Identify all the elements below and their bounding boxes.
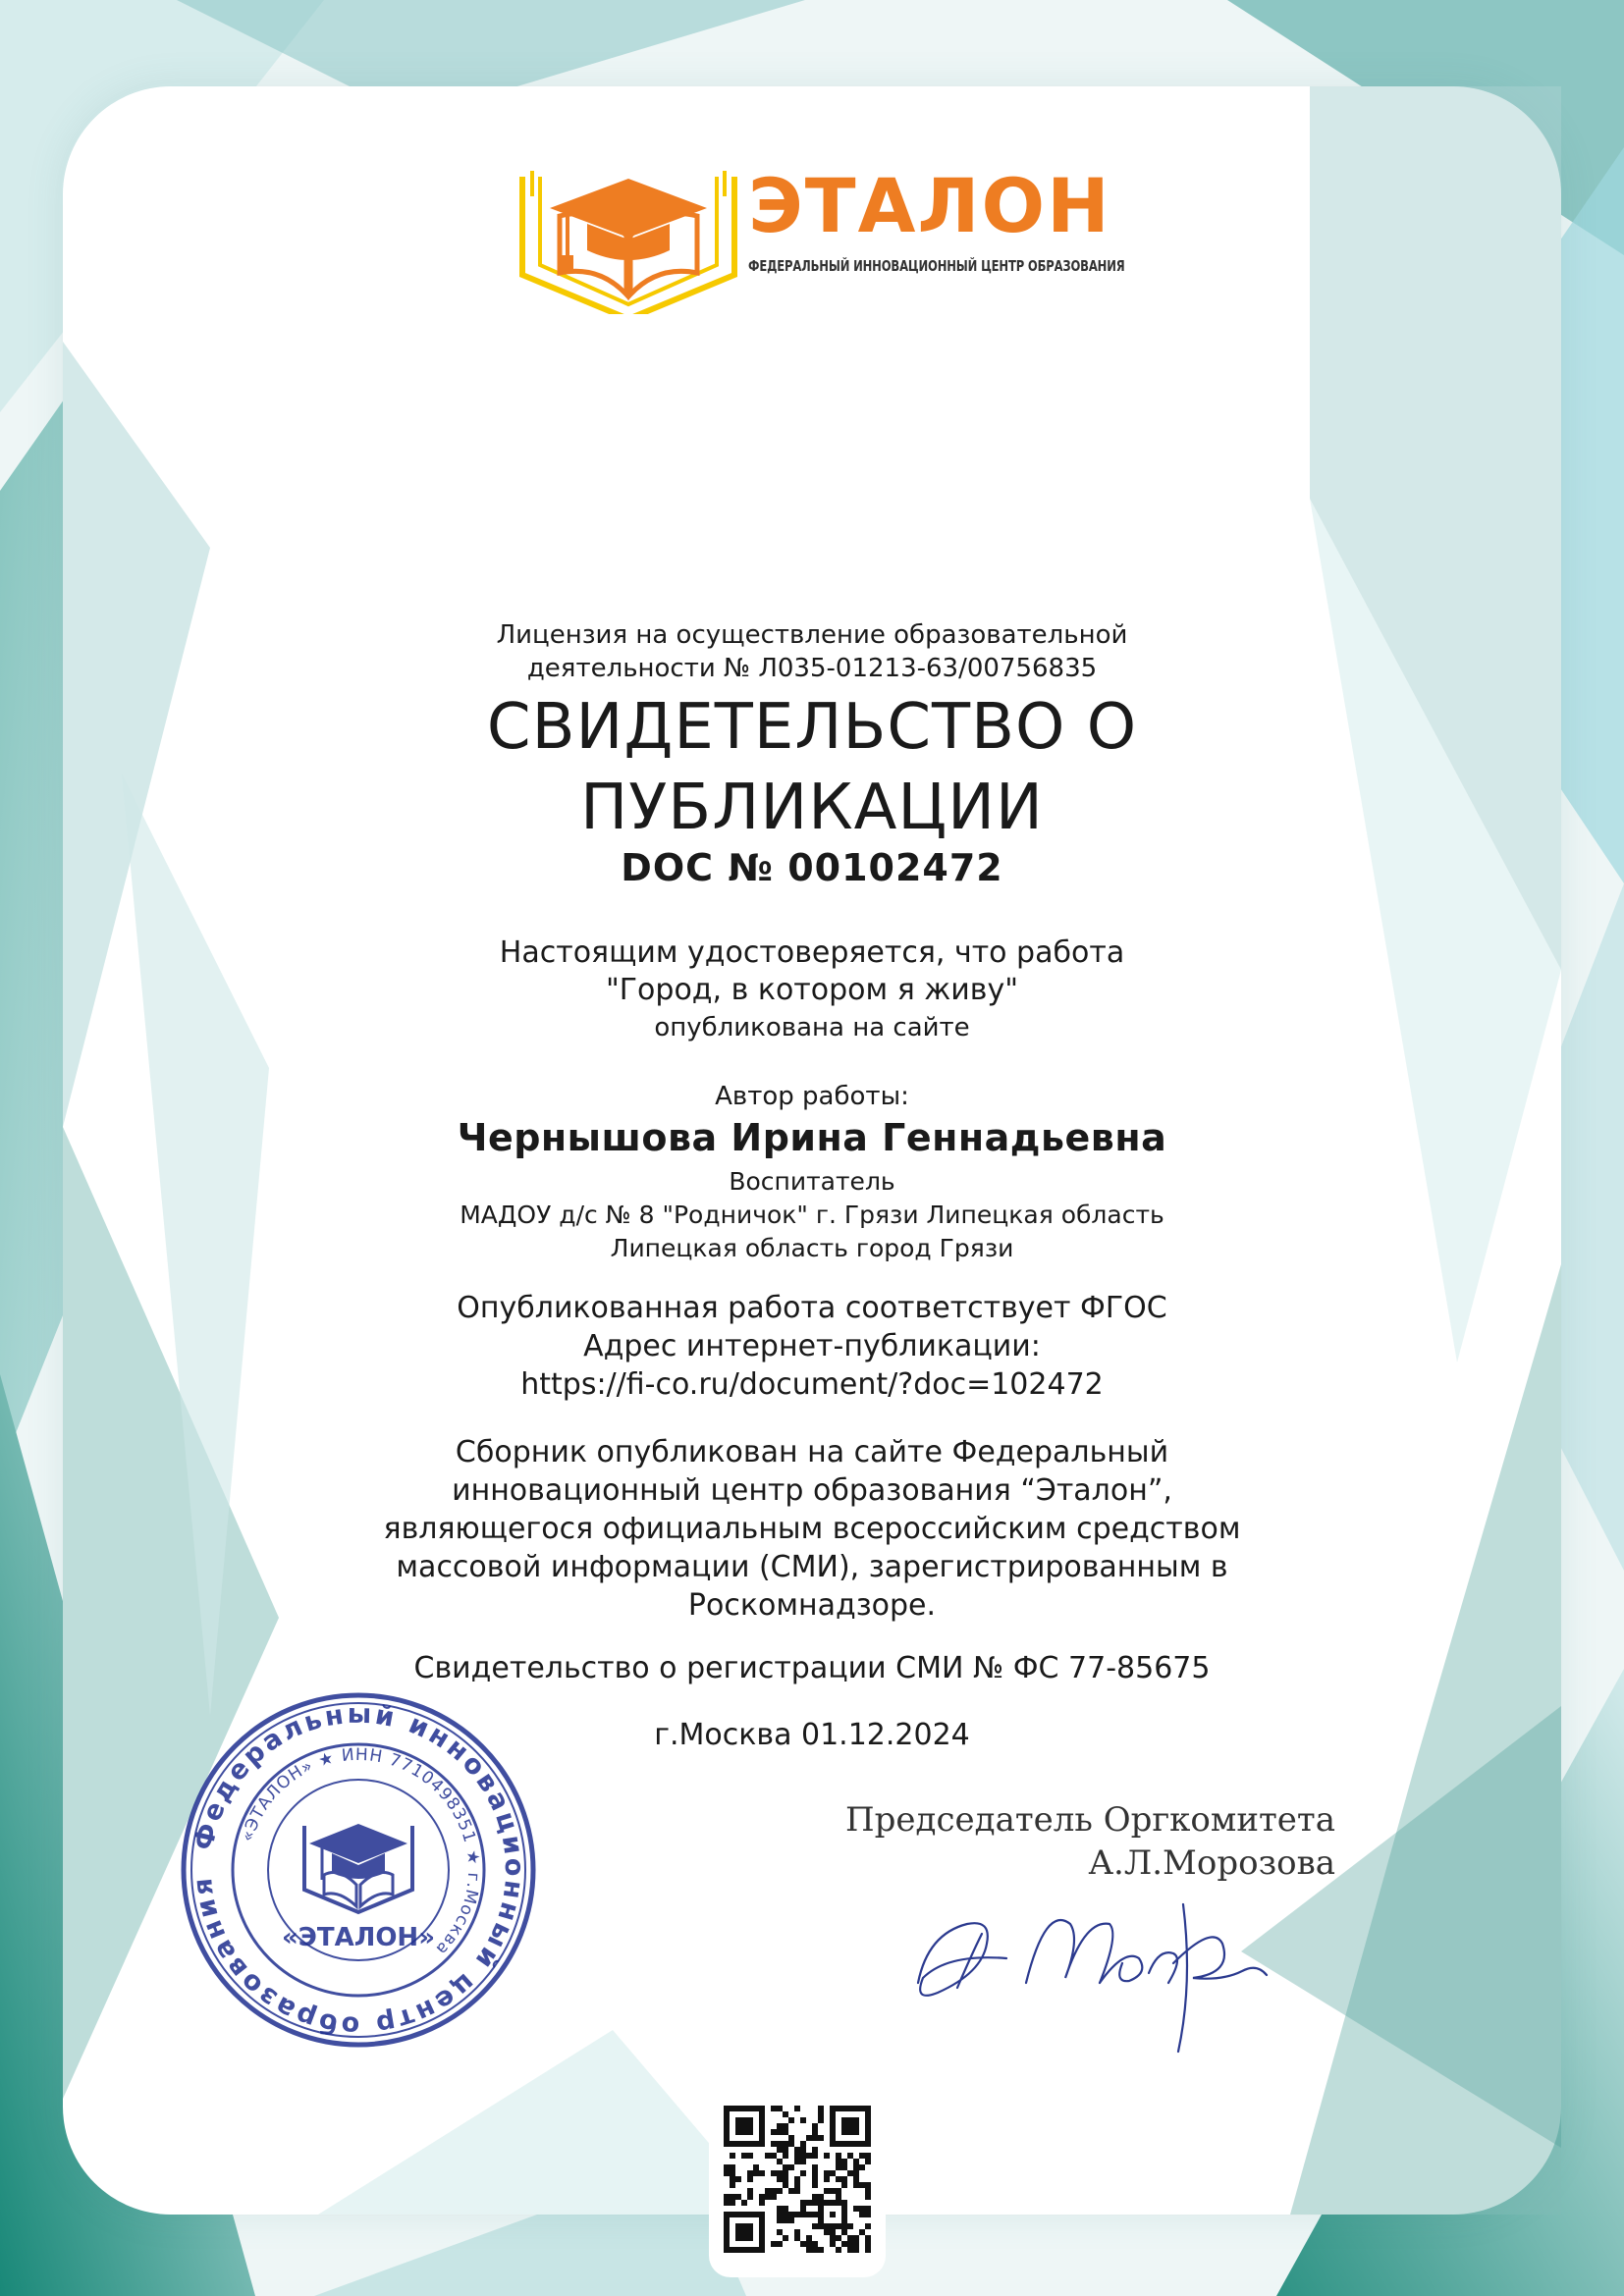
logo-subtitle: ФЕДЕРАЛЬНЫЙ ИННОВАЦИОННЫЙ ЦЕНТР ОБРАЗОВАНИЯ bbox=[748, 257, 1125, 275]
chairman-name: А.Л.Морозова bbox=[1088, 1843, 1335, 1883]
publication-url: https://fi-co.ru/document/?doc=102472 bbox=[520, 1367, 1104, 1402]
collection-block bbox=[295, 1433, 1329, 1625]
place-date: г.Москва 01.12.2024 bbox=[654, 1718, 970, 1752]
work-title: "Город, в котором я живу" bbox=[605, 973, 1019, 1007]
author-label: Автор работы: bbox=[715, 1082, 909, 1111]
stamp-center-text: «ЭТАЛОН» bbox=[282, 1923, 435, 1952]
stamp-outer-text: Федеральный инновационный центр образования bbox=[187, 1698, 530, 2042]
author-name: Чернышова Ирина Геннадьевна bbox=[457, 1116, 1167, 1159]
stamp-inner-text: «ЭТАЛОН» ★ ИНН 7710498351 ★ г.Москва bbox=[238, 1744, 484, 1959]
author-details bbox=[295, 1165, 1329, 1265]
collection-line: массовой информации (СМИ), зарегистрированным в bbox=[396, 1550, 1228, 1584]
certify-line: Настоящим удостоверяется, что работа bbox=[499, 935, 1125, 970]
chairman-title: Председатель Оргкомитета bbox=[845, 1800, 1335, 1840]
address-label: Адрес интернет-публикации: bbox=[583, 1329, 1041, 1363]
author-position: Воспитатель bbox=[729, 1167, 895, 1196]
collection-line: инновационный центр образования “Эталон”, bbox=[452, 1473, 1172, 1508]
certificate-title bbox=[295, 687, 1329, 848]
author-location: Липецкая область город Грязи bbox=[610, 1234, 1014, 1262]
qr-code-icon bbox=[724, 2106, 871, 2253]
certify-block bbox=[295, 934, 1329, 1046]
stamp-emblem-icon bbox=[304, 1824, 412, 1912]
license-line: деятельности № Л035-01213-63/00756835 bbox=[526, 654, 1098, 683]
registration-info: Свидетельство о регистрации СМИ № ФС 77-85675 bbox=[413, 1651, 1211, 1685]
collection-line: Сборник опубликован на сайте Федеральный bbox=[455, 1435, 1169, 1469]
document-number: DOC № 00102472 bbox=[621, 846, 1003, 889]
license-line: Лицензия на осуществление образовательной bbox=[496, 620, 1128, 650]
published-on-site: опубликована на сайте bbox=[654, 1013, 970, 1042]
title-line: СВИДЕТЕЛЬСТВО О bbox=[486, 691, 1138, 764]
author-organization: МАДОУ д/с № 8 "Родничок" г. Грязи Липецкая область bbox=[460, 1201, 1164, 1229]
collection-line: являющегося официальным всероссийским средством bbox=[383, 1512, 1241, 1546]
fgos-statement: Опубликованная работа соответствует ФГОС bbox=[457, 1291, 1167, 1325]
logo-wordmark: ЭТАЛОН bbox=[748, 162, 1111, 249]
license-block bbox=[295, 618, 1329, 685]
signature bbox=[898, 1865, 1291, 2061]
title-line: ПУБЛИКАЦИИ bbox=[580, 772, 1044, 844]
official-stamp bbox=[177, 1688, 540, 2052]
collection-line: Роскомнадзоре. bbox=[687, 1588, 937, 1623]
publication-block bbox=[295, 1289, 1329, 1404]
